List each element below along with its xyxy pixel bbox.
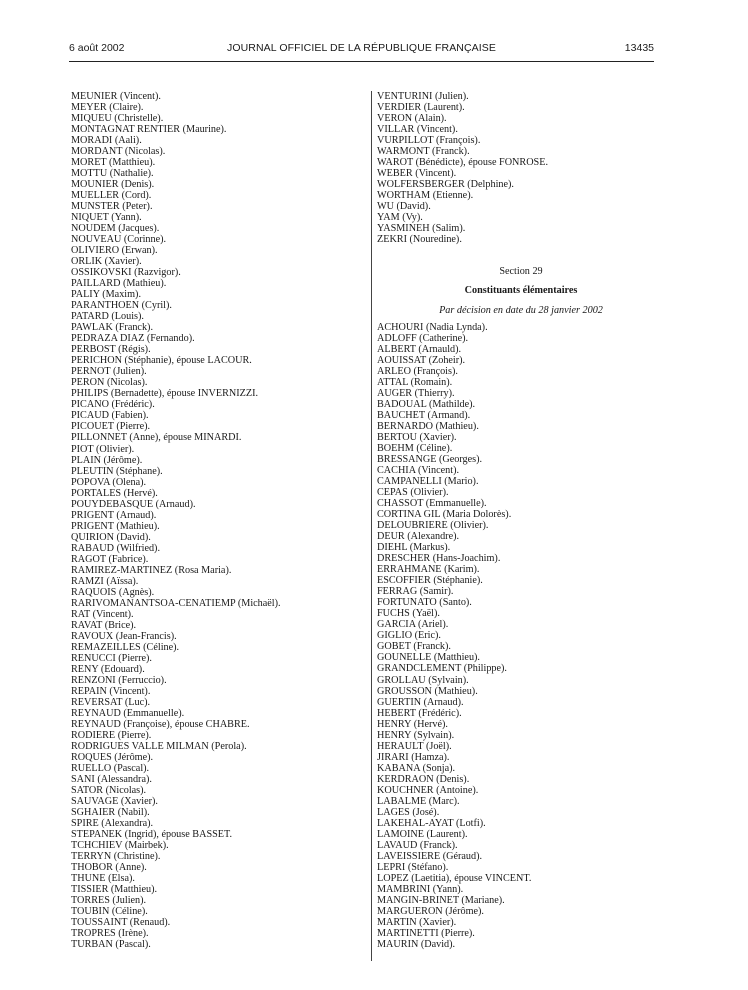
name-entry: THOBOR (Anne). (71, 862, 147, 874)
name-entry: HENRY (Hervé). (377, 718, 448, 730)
name-entry: YASMINEH (Salim). (377, 223, 466, 235)
name-entry: ROQUES (Jérôme). (71, 751, 154, 763)
name-entry: PILLONNET (Anne), épouse MINARDI. (71, 432, 242, 444)
name-entry: LAKEHAL-AYAT (Lotfi). (377, 817, 486, 829)
name-entry: TROPRES (Irène). (71, 928, 149, 940)
name-entry: THUNE (Elsa). (71, 873, 135, 885)
name-entry: CAMPANELLI (Mario). (377, 476, 479, 488)
name-entry: PICAUD (Fabien). (71, 410, 149, 422)
name-entry: RAMZI (Aïssa). (71, 575, 139, 587)
name-entry: TOUSSAINT (Renaud). (71, 917, 171, 929)
name-entry: DIEHL (Markus). (377, 542, 451, 554)
name-entry: DELOUBRIERE (Olivier). (377, 520, 489, 532)
name-entry: LEPRI (Stéfano). (377, 861, 449, 873)
name-entry: WARMONT (Franck). (377, 146, 470, 158)
name-entry: FERRAG (Samir). (377, 586, 454, 598)
section-number: Section 29 (499, 266, 543, 277)
decision-line: Par décision en date du 28 janvier 2002 (439, 305, 603, 316)
name-entry: PHILIPS (Bernadette), épouse INVERNIZZI. (71, 388, 259, 400)
name-entry: KABANA (Sonja). (377, 762, 456, 774)
name-entry: RABAUD (Wilfried). (71, 542, 160, 554)
name-entry: STEPANEK (Ingrid), épouse BASSET. (71, 829, 233, 841)
page-number: 13435 (624, 42, 654, 54)
journal-title: JOURNAL OFFICIEL DE LA RÉPUBLIQUE FRANÇAISE (227, 42, 496, 54)
name-entry: POPOVA (Olena). (71, 476, 147, 488)
name-entry: SPIRE (Alexandra). (71, 818, 154, 830)
name-entry: DEUR (Alexandre). (377, 531, 460, 543)
name-entry: PERNOT (Julien). (71, 366, 147, 378)
name-entry: PARANTHOEN (Cyril). (71, 300, 172, 312)
name-entry: NIQUET (Yann). (71, 212, 142, 224)
name-entry: PATARD (Louis). (71, 311, 144, 323)
name-entry: BERTOU (Xavier). (377, 432, 457, 444)
name-entry: WOLFERSBERGER (Delphine). (377, 179, 514, 191)
name-entry: WAROT (Bénédicte), épouse FONROSE. (377, 157, 548, 169)
name-entry: MARTIN (Xavier). (377, 916, 457, 928)
name-entry: REYNAUD (Françoise), épouse CHABRE. (71, 718, 250, 730)
name-entry: PLAIN (Jérôme). (71, 454, 143, 466)
name-entry: BERNARDO (Mathieu). (377, 421, 479, 433)
name-entry: VERON (Alain). (377, 113, 447, 125)
header-rule (69, 61, 654, 62)
name-entry: GROUSSON (Mathieu). (377, 685, 478, 697)
name-entry: PAILLARD (Mathieu). (71, 278, 167, 290)
name-entry: MOUNIER (Denis). (71, 179, 155, 191)
name-entry: MEUNIER (Vincent). (71, 91, 161, 102)
name-entry: ARLEO (François). (377, 366, 458, 378)
name-entry: PEDRAZA DIAZ (Fernando). (71, 333, 195, 345)
name-entry: LAMOINE (Laurent). (377, 828, 468, 840)
name-entry: MORADI (Aali). (71, 135, 142, 147)
name-entry: MARTINETTI (Pierre). (377, 927, 475, 939)
name-entry: QUIRION (David). (71, 531, 151, 543)
page-header (69, 42, 654, 58)
name-entry: GRANDCLEMENT (Philippe). (377, 663, 507, 675)
name-entry: SANI (Alessandra). (71, 773, 152, 785)
name-entry: OSSIKOVSKI (Razvigor). (71, 267, 181, 279)
name-entry: KOUCHNER (Antoine). (377, 784, 479, 796)
name-entry: WEBER (Vincent). (377, 168, 457, 180)
column-divider (371, 91, 372, 961)
name-entry: NOUVEAU (Corinne). (71, 234, 167, 246)
name-entry: GOBET (Franck). (377, 641, 451, 653)
name-entry: TISSIER (Matthieu). (71, 884, 158, 896)
name-entry: RODRIGUES VALLE MILMAN (Perola). (71, 740, 247, 752)
name-entry: LAGES (José). (377, 806, 440, 818)
name-entry: PERON (Nicolas). (71, 377, 148, 389)
name-entry: RAVOUX (Jean-Francis). (71, 630, 177, 642)
name-entry: ALBERT (Arnauld). (377, 344, 462, 356)
name-entry: SAUVAGE (Xavier). (71, 796, 158, 807)
name-entry: REYNAUD (Emmanuelle). (71, 707, 185, 719)
name-entry: ORLIK (Xavier). (71, 256, 142, 268)
name-entry: OLIVIERO (Erwan). (71, 245, 158, 257)
name-entry: ACHOURI (Nadia Lynda). (377, 322, 488, 333)
name-entry: MARGUERON (Jérôme). (377, 905, 484, 917)
name-entry: RENY (Edouard). (71, 663, 145, 675)
name-entry: VILLAR (Vincent). (377, 124, 458, 136)
name-entry: RENUCCI (Pierre). (71, 652, 152, 664)
name-entry: JIRARI (Hamza). (377, 751, 450, 763)
name-entry: LAVEISSIERE (Géraud). (377, 850, 483, 862)
name-entry: ERRAHMANE (Karim). (377, 564, 480, 576)
name-entry: MANGIN-BRINET (Mariane). (377, 894, 505, 906)
name-entry: PICOUET (Pierre). (71, 421, 151, 433)
name-entry: FUCHS (Yaël). (377, 608, 440, 620)
name-entry: RAQUOIS (Agnès). (71, 586, 155, 598)
name-entry: MORDANT (Nicolas). (71, 146, 166, 158)
name-entry: MONTAGNAT RENTIER (Maurine). (71, 124, 227, 136)
name-entry: RARIVOMANANTSOA-CENATIEMP (Michaël). (71, 597, 281, 609)
name-entry: AOUISSAT (Zoheir). (377, 355, 466, 367)
name-entry: VENTURINI (Julien). (377, 91, 469, 102)
name-entry: LOPEZ (Laetitia), épouse VINCENT. (377, 872, 532, 884)
name-entry: MOTTU (Nathalie). (71, 168, 154, 180)
name-entry: BOEHM (Céline). (377, 443, 453, 455)
name-entry: RAGOT (Fabrice). (71, 553, 149, 565)
name-entry: MAMBRINI (Yann). (377, 883, 464, 895)
name-entry: TOUBIN (Céline). (71, 906, 148, 918)
name-entry: HENRY (Sylvain). (377, 729, 455, 741)
name-entry: PRIGENT (Mathieu). (71, 520, 160, 532)
name-entry: RAVAT (Brice). (71, 619, 137, 631)
name-entry: REPAIN (Vincent). (71, 685, 151, 697)
name-entry: ESCOFFIER (Stéphanie). (377, 575, 483, 587)
name-entry: PERICHON (Stéphanie), épouse LACOUR. (71, 355, 252, 367)
name-entry: RENZONI (Ferruccio). (71, 674, 167, 686)
name-entry: ATTAL (Romain). (377, 377, 453, 389)
name-entry: BAUCHET (Armand). (377, 410, 471, 422)
name-entry: PAWLAK (Franck). (71, 322, 153, 334)
name-entry: REMAZEILLES (Céline). (71, 641, 180, 653)
name-entry: HEBERT (Frédéric). (377, 707, 462, 719)
name-entry: YAM (Vy). (377, 212, 423, 224)
name-entry: WORTHAM (Etienne). (377, 190, 474, 202)
name-entry: ZEKRI (Nouredine). (377, 234, 462, 246)
name-entry: VURPILLOT (François). (377, 135, 481, 147)
name-entry: NOUDEM (Jacques). (71, 223, 160, 235)
name-entry: RAT (Vincent). (71, 608, 134, 620)
name-entry: GROLLAU (Sylvain). (377, 674, 469, 686)
name-entry: TURBAN (Pascal). (71, 939, 151, 951)
name-entry: AUGER (Thierry). (377, 388, 455, 400)
name-entry: TERRYN (Christine). (71, 851, 161, 863)
name-entry: REVERSAT (Luc). (71, 696, 151, 708)
left-name-list (71, 91, 281, 950)
name-entry: BADOUAL (Mathilde). (377, 399, 476, 411)
right-name-list-top (377, 91, 548, 245)
name-entry: CEPAS (Olivier). (377, 487, 449, 499)
name-entry: LAVAUD (Franck). (377, 839, 458, 851)
name-entry: PALIY (Maxim). (71, 289, 141, 301)
name-entry: GIGLIO (Eric). (377, 630, 441, 642)
name-entry: FORTUNATO (Santo). (377, 597, 472, 609)
name-entry: GARCIA (Ariel). (377, 619, 449, 631)
name-entry: GOUNELLE (Matthieu). (377, 652, 480, 664)
name-entry: PORTALES (Hervé). (71, 487, 158, 499)
name-entry: TORRES (Julien). (71, 895, 147, 907)
name-entry: PERBOST (Régis). (71, 344, 151, 356)
name-entry: TCHCHIEV (Mairbek). (71, 840, 169, 852)
right-name-list-bottom (377, 322, 531, 950)
name-entry: MEYER (Claire). (71, 102, 144, 114)
name-entry: KERDRAON (Denis). (377, 773, 470, 785)
name-entry: PIOT (Olivier). (71, 443, 135, 455)
name-entry: VERDIER (Laurent). (377, 102, 465, 114)
name-entry: PLEUTIN (Stéphane). (71, 465, 163, 477)
name-entry: RODIERE (Pierre). (71, 729, 152, 741)
name-entry: DRESCHER (Hans-Joachim). (377, 553, 501, 565)
issue-date: 6 août 2002 (69, 42, 125, 54)
name-entry: MORET (Matthieu). (71, 157, 156, 169)
section-heading: Constituants élémentaires (464, 285, 578, 296)
name-entry: MAURIN (David). (377, 938, 456, 950)
name-entry: WU (David). (377, 201, 431, 213)
name-entry: GUERTIN (Arnaud). (377, 696, 464, 708)
name-entry: LABALME (Marc). (377, 795, 460, 807)
name-entry: CACHIA (Vincent). (377, 465, 460, 477)
name-entry: CORTINA GIL (Maria Dolorès). (377, 509, 512, 521)
name-entry: MIQUEU (Christelle). (71, 113, 164, 125)
name-entry: RUELLO (Pascal). (71, 762, 150, 774)
name-entry: PRIGENT (Arnaud). (71, 509, 157, 521)
name-entry: POUYDEBASQUE (Arnaud). (71, 498, 196, 510)
name-entry: CHASSOT (Emmanuelle). (377, 498, 487, 510)
name-entry: MUELLER (Cord). (71, 190, 152, 202)
name-entry: BRESSANGE (Georges). (377, 454, 483, 466)
name-entry: PICANO (Frédéric). (71, 399, 155, 411)
name-entry: SATOR (Nicolas). (71, 784, 147, 796)
name-entry: ADLOFF (Catherine). (377, 333, 469, 345)
name-entry: RAMIREZ-MARTINEZ (Rosa Maria). (71, 564, 232, 576)
name-entry: HERAULT (Joël). (377, 740, 452, 752)
name-entry: SGHAIER (Nabil). (71, 807, 150, 819)
name-entry: MUNSTER (Peter). (71, 201, 153, 213)
